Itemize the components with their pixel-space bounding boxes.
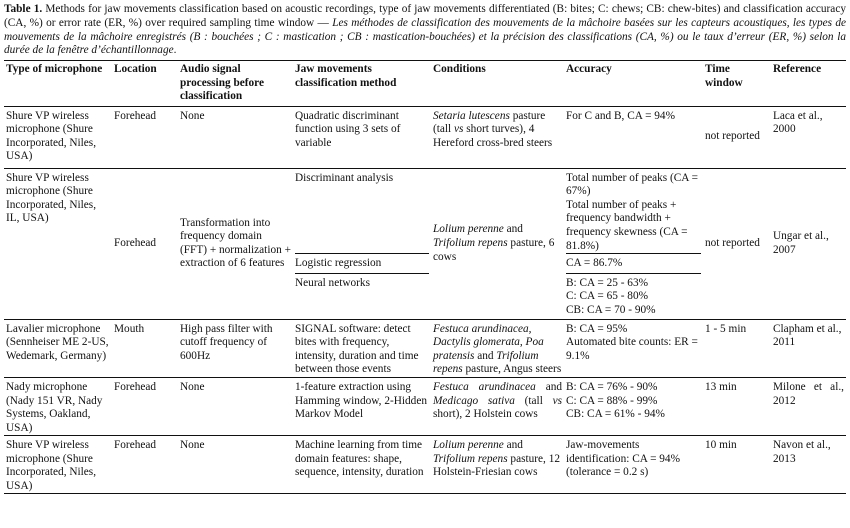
cell-accuracy [564,377,703,435]
method-logistic-regression: Logistic regression [295,253,429,273]
cell-type: Shure VP wireless microphone (Shure Incorporated, Niles, USA) [4,436,112,494]
cell-conditions [431,106,564,168]
caption-end: . [173,44,177,57]
method-discriminant-analysis: Discriminant analysis [295,171,394,184]
accuracy-line: B: CA = 76% - 90% [566,380,658,393]
species-name: Lolium perenne [433,439,504,452]
cell-location: Forehead [112,436,178,494]
header-reference: Reference [771,61,846,107]
header-method: Jaw movements classification method [293,61,431,107]
cell-type: Shure VP wireless microphone (Shure Incorporated, Niles, USA) [4,106,112,168]
cond-text: and [503,223,523,236]
cell-conditions [431,377,564,435]
cell-location: Mouth [112,319,178,377]
header-time: Time window [703,61,771,107]
cell-audio: None [178,377,293,435]
cell-method: 1-feature extraction using Hamming window, 2-Hidden Markov Model [293,377,431,435]
species-name: Trifolium repens [433,349,539,376]
species-name: Trifolium repens [433,236,508,249]
accuracy-neural [566,273,701,319]
cell-method [293,168,431,319]
cond-text: pasture, 6 cows [433,236,555,263]
accuracy-line: C: CA = 65 - 80% [566,290,649,303]
cell-type: Nady microphone (Nady 151 VR, Nady Systems, Oakland, USA) [4,377,112,435]
header-accuracy: Accuracy [564,61,703,107]
cell-accuracy [564,319,703,377]
caption-english: Methods for jaw movements classification based on acoustic recordings, type of jaw movements differentiated (B: bites; C: chews; CB: chew-bites) and classification accuracy (CA, %) or error rate (ER, %) over required sampling time window — [4,3,846,29]
table-row [4,319,846,377]
table-row [4,377,846,435]
cell-accuracy: For C and B, CA = 94% [564,106,703,168]
cond-text: and [503,439,523,452]
cell-reference: Navon et al., 2013 [771,436,846,494]
cell-conditions [431,319,564,377]
cell-reference: Clapham et al., 2011 [771,319,846,377]
header-type: Type of microphone [4,61,112,107]
header-conditions: Conditions [431,61,564,107]
species-name: Medicago sativa [433,394,515,407]
cond-text: pasture (tall [433,109,546,136]
cond-text: (tall [514,394,553,407]
cell-time: 1 - 5 min [703,319,771,377]
cell-time: 10 min [703,436,771,494]
cell-type: Lavalier microphone (Sennheiser ME 2-US, Wedemark, Germany) [4,319,112,377]
cell-audio: None [178,436,293,494]
accuracy-line: CB: CA = 61% - 94% [566,408,665,421]
cell-time: not reported [703,168,771,319]
cell-time: not reported [703,106,771,168]
header-location: Location [112,61,178,107]
accuracy-line: CB: CA = 70 - 90% [566,303,656,316]
species-name: Trifolium repens [433,452,508,465]
accuracy-line: Total number of peaks + frequency bandwidth + frequency skewness (CA = 81.8%) [566,198,688,252]
caption-french: Les méthodes de classification des mouvements de la mâchoire basées sur les capteurs acoustiques, les types de mouvements de la mâchoire enregistrés (B : bouchées ; C : mastication ; CB : mastication-bouchées) et la précision des classifications (CA, %) ou le taux d’erreur (ER, %) selon la durée de la fenêtre d’échantillonnage [4,16,846,57]
species-name: Setaria lutescens [433,109,510,122]
cell-location: Forehead [112,377,178,435]
accuracy-line: B: CA = 25 - 63% [566,276,649,289]
methods-table [4,60,846,494]
cell-audio: None [178,106,293,168]
accuracy-line: C: CA = 88% - 99% [566,394,658,407]
cond-text: short), 2 Holstein cows [433,408,538,421]
cell-audio: High pass filter with cutoff frequency of 600Hz [178,319,293,377]
cell-type: Shure VP wireless microphone (Shure Incorporated, Niles, IL, USA) [4,168,112,319]
species-name: Lolium perenne [433,223,504,236]
accuracy-line: Automated bite counts: ER = 9.1% [566,336,698,362]
cond-vs: vs [454,123,464,136]
table-row [4,168,846,319]
accuracy-line: B: CA = 95% [566,322,628,335]
cell-conditions [431,436,564,494]
cell-time: 13 min [703,377,771,435]
table-row [4,106,846,168]
cell-reference: Ungar et al., 2007 [771,168,846,319]
cond-text: and [474,349,497,362]
caption-label: Table 1. [4,3,43,15]
cond-text: pasture, Angus steers [462,363,562,376]
table-row [4,436,846,494]
cell-method: Machine learning from time domain features: shape, sequence, intensity, duration [293,436,431,494]
cell-reference: Milone et al., 2012 [771,377,846,435]
cell-conditions [431,168,564,319]
cond-vs: vs [552,394,563,407]
species-name: Festuca arundinacea, Dactylis glomerata, Poa pratensis [433,322,544,362]
header-row [4,61,846,107]
cell-method: Quadratic discriminant function using 3 sets of variable [293,106,431,168]
cell-accuracy: Jaw-movements identification: CA = 94% (tolerance = 0.2 s) [564,436,703,494]
cond-text: and [535,380,563,393]
table-page [4,3,846,494]
cell-location: Forehead [112,106,178,168]
cell-location: Forehead [112,168,178,319]
cell-reference: Laca et al., 2000 [771,106,846,168]
header-audio: Audio signal processing before classification [178,61,293,107]
accuracy-line: Total number of peaks (CA = 67%) [566,171,699,198]
cond-text: pasture, 12 Holstein-Friesian cows [433,452,560,479]
cond-text: short turves), 4 Hereford cross-bred steers [433,123,553,149]
accuracy-logistic: CA = 86.7% [566,253,701,273]
species-name: Festuca arundinacea [433,380,536,393]
cell-audio: Transformation into frequency domain (FFT) + normalization + extraction of 6 features [178,168,293,319]
table-caption [4,3,846,58]
accuracy-discriminant [566,169,701,253]
cell-accuracy [564,168,703,319]
cell-method: SIGNAL software: detect bites with frequency, intensity, duration and time between those events [293,319,431,377]
method-neural-networks: Neural networks [295,273,429,319]
